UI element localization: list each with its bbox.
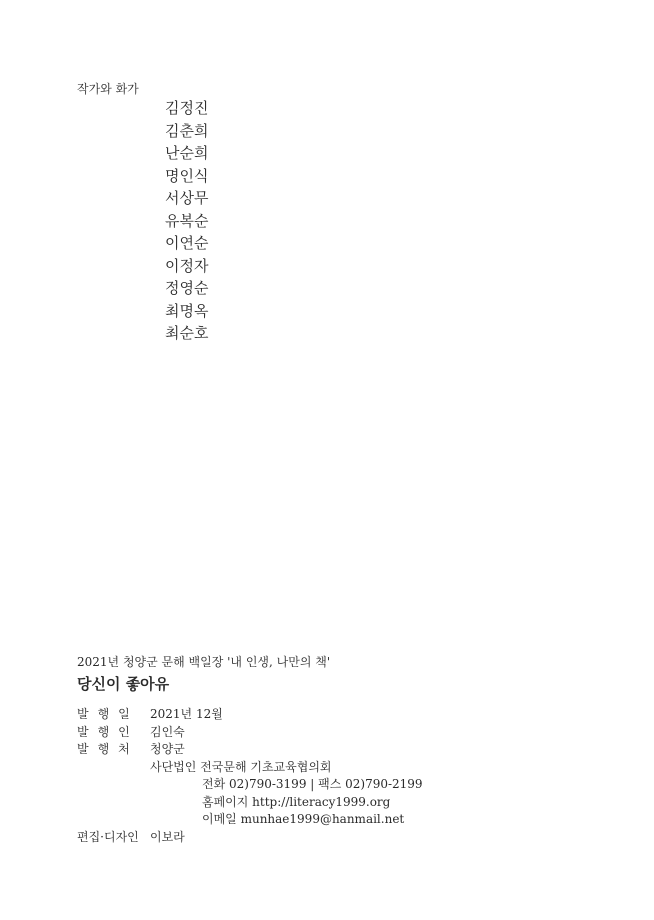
author-name: 최순호 bbox=[165, 324, 209, 342]
organization-name: 사단법인 전국문해 기초교육협의회 bbox=[150, 759, 332, 774]
issuer-value: 청양군 bbox=[150, 742, 185, 756]
homepage-line: 홈페이지 http://literacy1999.org bbox=[202, 794, 391, 809]
author-name: 최명옥 bbox=[165, 301, 209, 320]
publisher-value: 김인숙 bbox=[150, 724, 185, 739]
issue-date-label: 발행일 bbox=[77, 707, 139, 721]
issue-date-value: 2021년 12월 bbox=[150, 707, 223, 721]
author-name: 김춘희 bbox=[165, 121, 209, 140]
author-list bbox=[165, 97, 208, 345]
author-name: 이정자 bbox=[165, 256, 209, 275]
email-line: 이메일 munhae1999@hanmail.net bbox=[202, 812, 405, 826]
book-title: 당신이 좋아유 bbox=[77, 675, 170, 693]
series-title: 2021년 청양군 문해 백일장 '내 인생, 나만의 책' bbox=[77, 655, 331, 669]
author-name: 유복순 bbox=[165, 211, 209, 230]
author-name: 서상무 bbox=[165, 189, 209, 207]
designer-value: 이보라 bbox=[150, 829, 185, 844]
author-name: 정영순 bbox=[165, 279, 209, 297]
authors-heading: 작가와 화가 bbox=[77, 82, 139, 96]
publisher-label: 발행인 bbox=[77, 724, 139, 739]
author-name: 난순희 bbox=[165, 144, 209, 162]
phone-fax-line: 전화 02)790-3199 | 팩스 02)790-2199 bbox=[202, 777, 423, 791]
issuer-label: 발행처 bbox=[77, 742, 139, 756]
design-label: 편집·디자인 bbox=[77, 829, 139, 844]
author-name: 명인식 bbox=[165, 166, 209, 185]
author-name: 이연순 bbox=[165, 234, 209, 252]
author-name: 김정진 bbox=[165, 99, 209, 117]
